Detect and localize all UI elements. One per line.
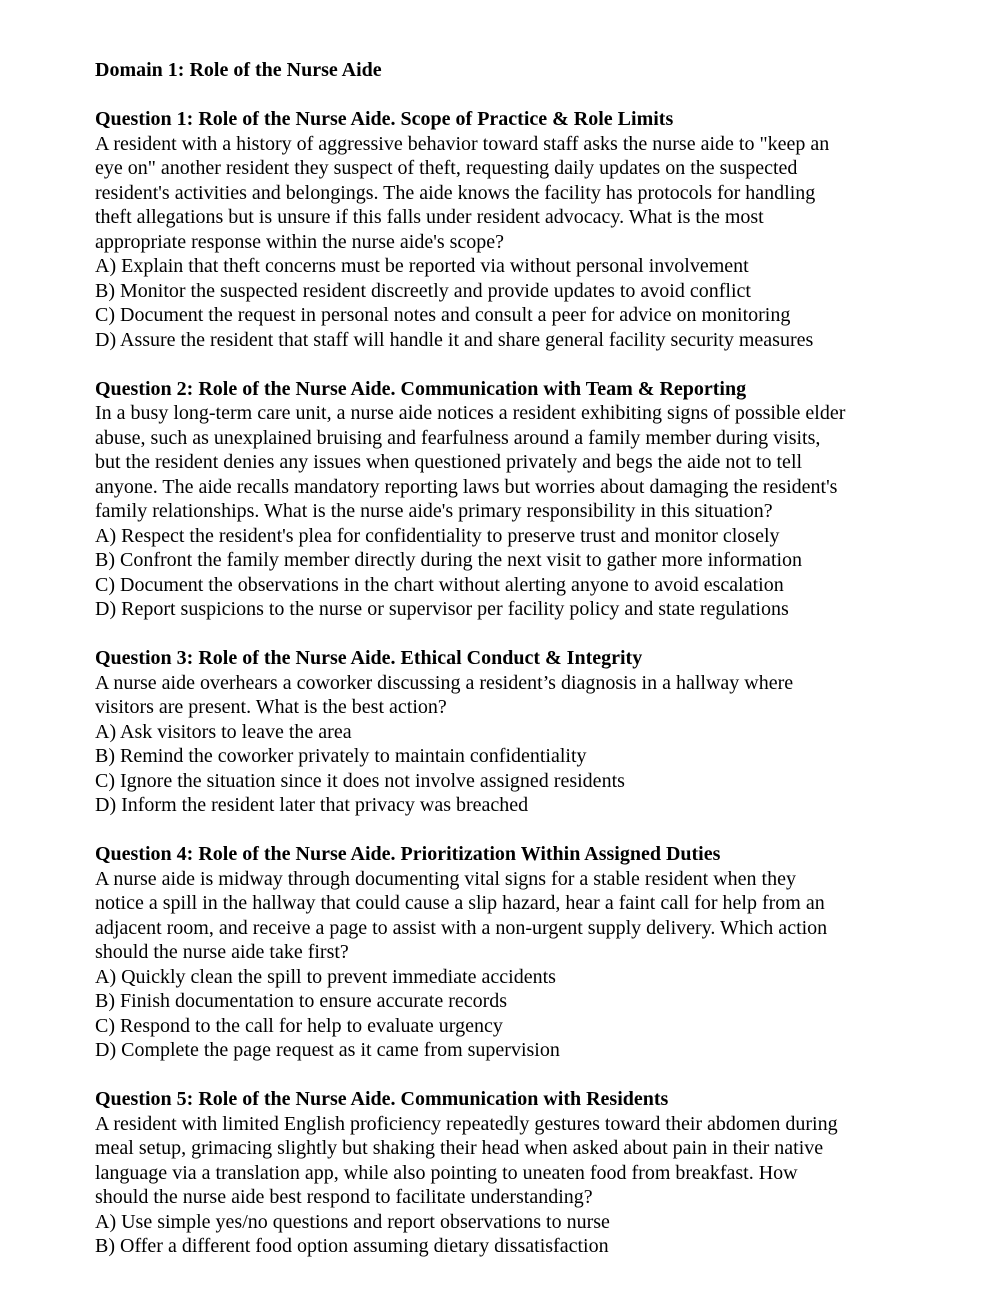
answer-option-b: B) Offer a different food option assuming dietary dissatisfaction bbox=[95, 1235, 609, 1257]
stem-line: notice a spill in the hallway that could cause a slip hazard, hear a faint call for help from an bbox=[95, 892, 825, 914]
question-4 bbox=[95, 842, 945, 1063]
answer-options bbox=[95, 1210, 945, 1259]
answer-option-c: C) Document the observations in the chart without alerting anyone to avoid escalation bbox=[95, 573, 784, 596]
stem-line: A resident with a history of aggressive behavior toward staff asks the nurse aide to "keep an bbox=[95, 132, 830, 155]
answer-option-b: B) Confront the family member directly during the next visit to gather more information bbox=[95, 549, 803, 571]
answer-option-d: D) Inform the resident later that privacy was breached bbox=[95, 794, 529, 816]
answer-option-a: A) Quickly clean the spill to prevent immediate accidents bbox=[95, 965, 556, 988]
question-heading: Question 4: Role of the Nurse Aide. Prioritization Within Assigned Duties bbox=[95, 843, 721, 865]
answer-options bbox=[95, 254, 945, 352]
question-stem bbox=[95, 401, 945, 524]
question-3 bbox=[95, 646, 945, 818]
stem-line: A nurse aide is midway through documenting vital signs for a stable resident when they bbox=[95, 867, 796, 890]
stem-line: but the resident denies any issues when questioned privately and begs the aide not to tell bbox=[95, 451, 803, 473]
answer-option-b: B) Finish documentation to ensure accurate records bbox=[95, 990, 508, 1012]
question-heading: Question 5: Role of the Nurse Aide. Communication with Residents bbox=[95, 1088, 669, 1110]
answer-option-b: B) Remind the coworker privately to maintain confidentiality bbox=[95, 745, 587, 767]
stem-line: In a busy long-term care unit, a nurse aide notices a resident exhibiting signs of possible elder bbox=[95, 402, 846, 424]
question-5 bbox=[95, 1087, 945, 1259]
answer-option-d: D) Complete the page request as it came from supervision bbox=[95, 1039, 560, 1061]
answer-options bbox=[95, 965, 945, 1063]
question-heading: Question 3: Role of the Nurse Aide. Ethical Conduct & Integrity bbox=[95, 647, 643, 669]
question-2 bbox=[95, 377, 945, 622]
answer-option-c: C) Ignore the situation since it does not involve assigned residents bbox=[95, 769, 625, 792]
answer-options bbox=[95, 524, 945, 622]
stem-line: resident's activities and belongings. The aide knows the facility has protocols for handling bbox=[95, 181, 816, 204]
answer-option-c: C) Document the request in personal notes and consult a peer for advice on monitoring bbox=[95, 304, 791, 326]
answer-option-d: D) Assure the resident that staff will handle it and share general facility security measures bbox=[95, 328, 814, 351]
answer-option-a: A) Explain that theft concerns must be reported via without personal involvement bbox=[95, 255, 749, 277]
answer-option-b: B) Monitor the suspected resident discreetly and provide updates to avoid conflict bbox=[95, 279, 751, 302]
stem-line: adjacent room, and receive a page to assist with a non-urgent supply delivery. Which action bbox=[95, 916, 828, 939]
question-stem bbox=[95, 671, 945, 720]
answer-option-a: A) Use simple yes/no questions and report observations to nurse bbox=[95, 1210, 610, 1233]
answer-option-d: D) Report suspicions to the nurse or supervisor per facility policy and state regulations bbox=[95, 598, 789, 620]
stem-line: anyone. The aide recalls mandatory reporting laws but worries about damaging the resident's bbox=[95, 475, 838, 498]
stem-line: theft allegations but is unsure if this falls under resident advocacy. What is the most bbox=[95, 206, 764, 228]
question-stem bbox=[95, 132, 945, 255]
stem-line: appropriate response within the nurse aide's scope? bbox=[95, 230, 505, 253]
question-stem bbox=[95, 1112, 945, 1210]
document-page bbox=[95, 58, 945, 1283]
question-heading: Question 2: Role of the Nurse Aide. Communication with Team & Reporting bbox=[95, 377, 747, 400]
question-stem bbox=[95, 867, 945, 965]
stem-line: language via a translation app, while also pointing to uneaten food from breakfast. How bbox=[95, 1161, 798, 1184]
stem-line: eye on" another resident they suspect of theft, requesting daily updates on the suspected bbox=[95, 157, 798, 179]
answer-option-c: C) Respond to the call for help to evaluate urgency bbox=[95, 1014, 503, 1037]
stem-line: visitors are present. What is the best action? bbox=[95, 696, 447, 718]
stem-line: A nurse aide overhears a coworker discussing a resident’s diagnosis in a hallway where bbox=[95, 671, 794, 694]
stem-line: should the nurse aide take first? bbox=[95, 941, 349, 963]
question-heading: Question 1: Role of the Nurse Aide. Scope of Practice & Role Limits bbox=[95, 108, 674, 130]
stem-line: abuse, such as unexplained bruising and fearfulness around a family member during visits, bbox=[95, 426, 821, 449]
answer-option-a: A) Ask visitors to leave the area bbox=[95, 720, 352, 743]
question-1 bbox=[95, 107, 945, 352]
stem-line: meal setup, grimacing slightly but shaking their head when asked about pain in their native bbox=[95, 1137, 824, 1159]
answer-option-a: A) Respect the resident's plea for confidentiality to preserve trust and monitor closely bbox=[95, 524, 780, 547]
stem-line: should the nurse aide best respond to facilitate understanding? bbox=[95, 1186, 593, 1208]
stem-line: family relationships. What is the nurse aide's primary responsibility in this situation? bbox=[95, 500, 773, 522]
answer-options bbox=[95, 720, 945, 818]
domain-title: Domain 1: Role of the Nurse Aide bbox=[95, 59, 382, 81]
stem-line: A resident with limited English proficiency repeatedly gestures toward their abdomen during bbox=[95, 1112, 838, 1135]
